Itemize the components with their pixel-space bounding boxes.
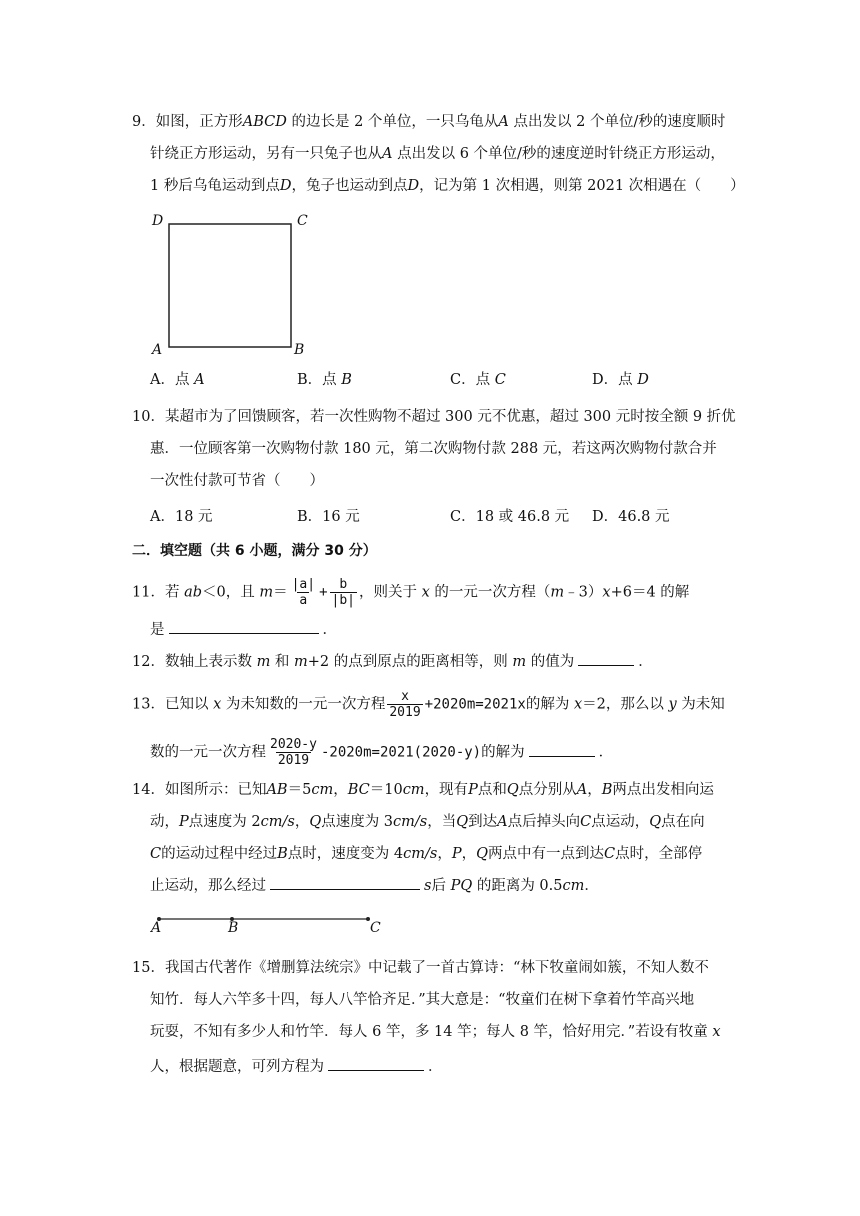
- q15-line3: 玩耍，不知有多少人和竹竿．每人 6 竿，多 14 竿；每人 8 竿，恰好用完．”若设有牧童 x: [150, 1024, 721, 1040]
- vertex-label-d: D: [152, 213, 164, 229]
- q10-option-b[interactable]: B．16 元: [297, 509, 360, 525]
- q14-line2: 动，P点速度为 2cm/s，Q点速度为 3cm/s，当Q到达A点后掉头向C点运动，Q点在向: [150, 814, 705, 830]
- q14-line3: C的运动过程中经过B点时，速度变为 4cm/s，P，Q两点中有一点到达C点时，全部停: [150, 846, 703, 862]
- q13-line2: 数的一元一次方程 $\frac{2020-y}{2019}$ -2020m=2021(2020-y)的解为 ．: [150, 737, 614, 768]
- q15-line1: 15．我国古代著作《增删算法统宗》中记载了一首古算诗：“林下牧童闹如簇，不知人数不: [132, 960, 709, 976]
- q9-option-b[interactable]: B．点 B: [297, 372, 352, 388]
- q10-option-a[interactable]: A．18 元: [150, 509, 213, 525]
- vertex-label-b: B: [294, 342, 305, 358]
- q10-option-c[interactable]: C．18 或 46.8 元: [450, 509, 570, 525]
- q10-line3: 一次性付款可节省（ ）: [150, 473, 324, 489]
- q14-line1: 14．如图所示：已知AB＝5cm，BC＝10cm，现有P点和Q点分别从A，B两点出发相向运: [132, 782, 714, 798]
- point-label-b: B: [228, 920, 239, 936]
- q10-line1: 10．某超市为了回馈顾客，若一次性购物不超过 300 元不优惠，超过 300 元时按全额 9 折优: [132, 409, 736, 425]
- q14-line4: 止运动，那么经过 s后 PQ 的距离为 0.5cm．: [150, 875, 599, 897]
- q9-line2: 针绕正方形运动，另有一只兔子也从A 点出发以 6 个单位/秒的速度逆时针绕正方形运动，: [150, 146, 725, 162]
- q9-option-a[interactable]: A．点 A: [150, 372, 205, 388]
- q12-line: 12．数轴上表示数 m 和 m+2 的点到原点的距离相等，则 m 的值为 ．: [132, 651, 653, 673]
- fraction-2020-y-over-2019: $\frac{2020-y}{2019}$: [270, 737, 317, 768]
- q11-line2: 是 ．: [150, 619, 337, 641]
- q10-line2: 惠．一位顾客第一次购物付款 180 元，第二次购物付款 288 元，若这两次购物付款合并: [150, 441, 717, 457]
- q9-option-d[interactable]: D．点 D: [592, 372, 649, 388]
- q13-answer-blank[interactable]: [529, 742, 595, 757]
- q12-answer-blank[interactable]: [578, 651, 634, 666]
- q15-line2: 知竹．每人六竿多十四，每人八竿恰齐足．”其大意是：“牧童们在树下拿着竹竿高兴地: [150, 992, 695, 1008]
- q13-line1: 13．已知以 x 为未知数的一元一次方程 $\frac{x}{2019}$ +2020m=2021x的解为 x＝2，那么以 y 为未知: [132, 689, 725, 720]
- section-fill-in-title: 二．填空题（共 6 小题，满分 30 分）: [132, 543, 377, 559]
- q15-line4: 人，根据题意，可列方程为 ．: [150, 1056, 443, 1078]
- q9-option-c[interactable]: C．点 C: [450, 372, 506, 388]
- vertex-label-c: C: [297, 213, 308, 229]
- q10-option-d[interactable]: D．46.8 元: [592, 509, 670, 525]
- q15-answer-blank[interactable]: [328, 1056, 424, 1071]
- q9-line3: 1 秒后乌龟运动到点D，兔子也运动到点D，记为第 1 次相遇，则第 2021 次相遇在（ ）: [150, 178, 745, 194]
- q14-answer-blank[interactable]: [270, 875, 420, 890]
- vertex-label-a: A: [152, 342, 163, 358]
- q11-answer-blank[interactable]: [169, 619, 319, 634]
- segment-abc-figure: [150, 910, 380, 930]
- q9-line1: 9．如图，正方形ABCD 的边长是 2 个单位，一只乌龟从A 点出发以 2 个单位/秒的速度顺时: [132, 114, 726, 130]
- square-abcd-figure: [160, 215, 300, 355]
- point-label-c: C: [370, 920, 381, 936]
- q11-line1: 11．若 ab＜0，且 m＝ $\frac{|a|}{a}$ + $\frac{b}{|b|}$ ，则关于 x 的一元一次方程（m﹣3）x+6＝4 的解: [132, 577, 690, 608]
- fraction-x-over-2019: $\frac{x}{2019}$: [389, 689, 421, 720]
- point-label-a: A: [151, 920, 162, 936]
- fraction-b-over-abs-b: $\frac{b}{|b|}$: [331, 577, 355, 608]
- fraction-abs-a-over-a: $\frac{|a|}{a}$: [291, 577, 316, 608]
